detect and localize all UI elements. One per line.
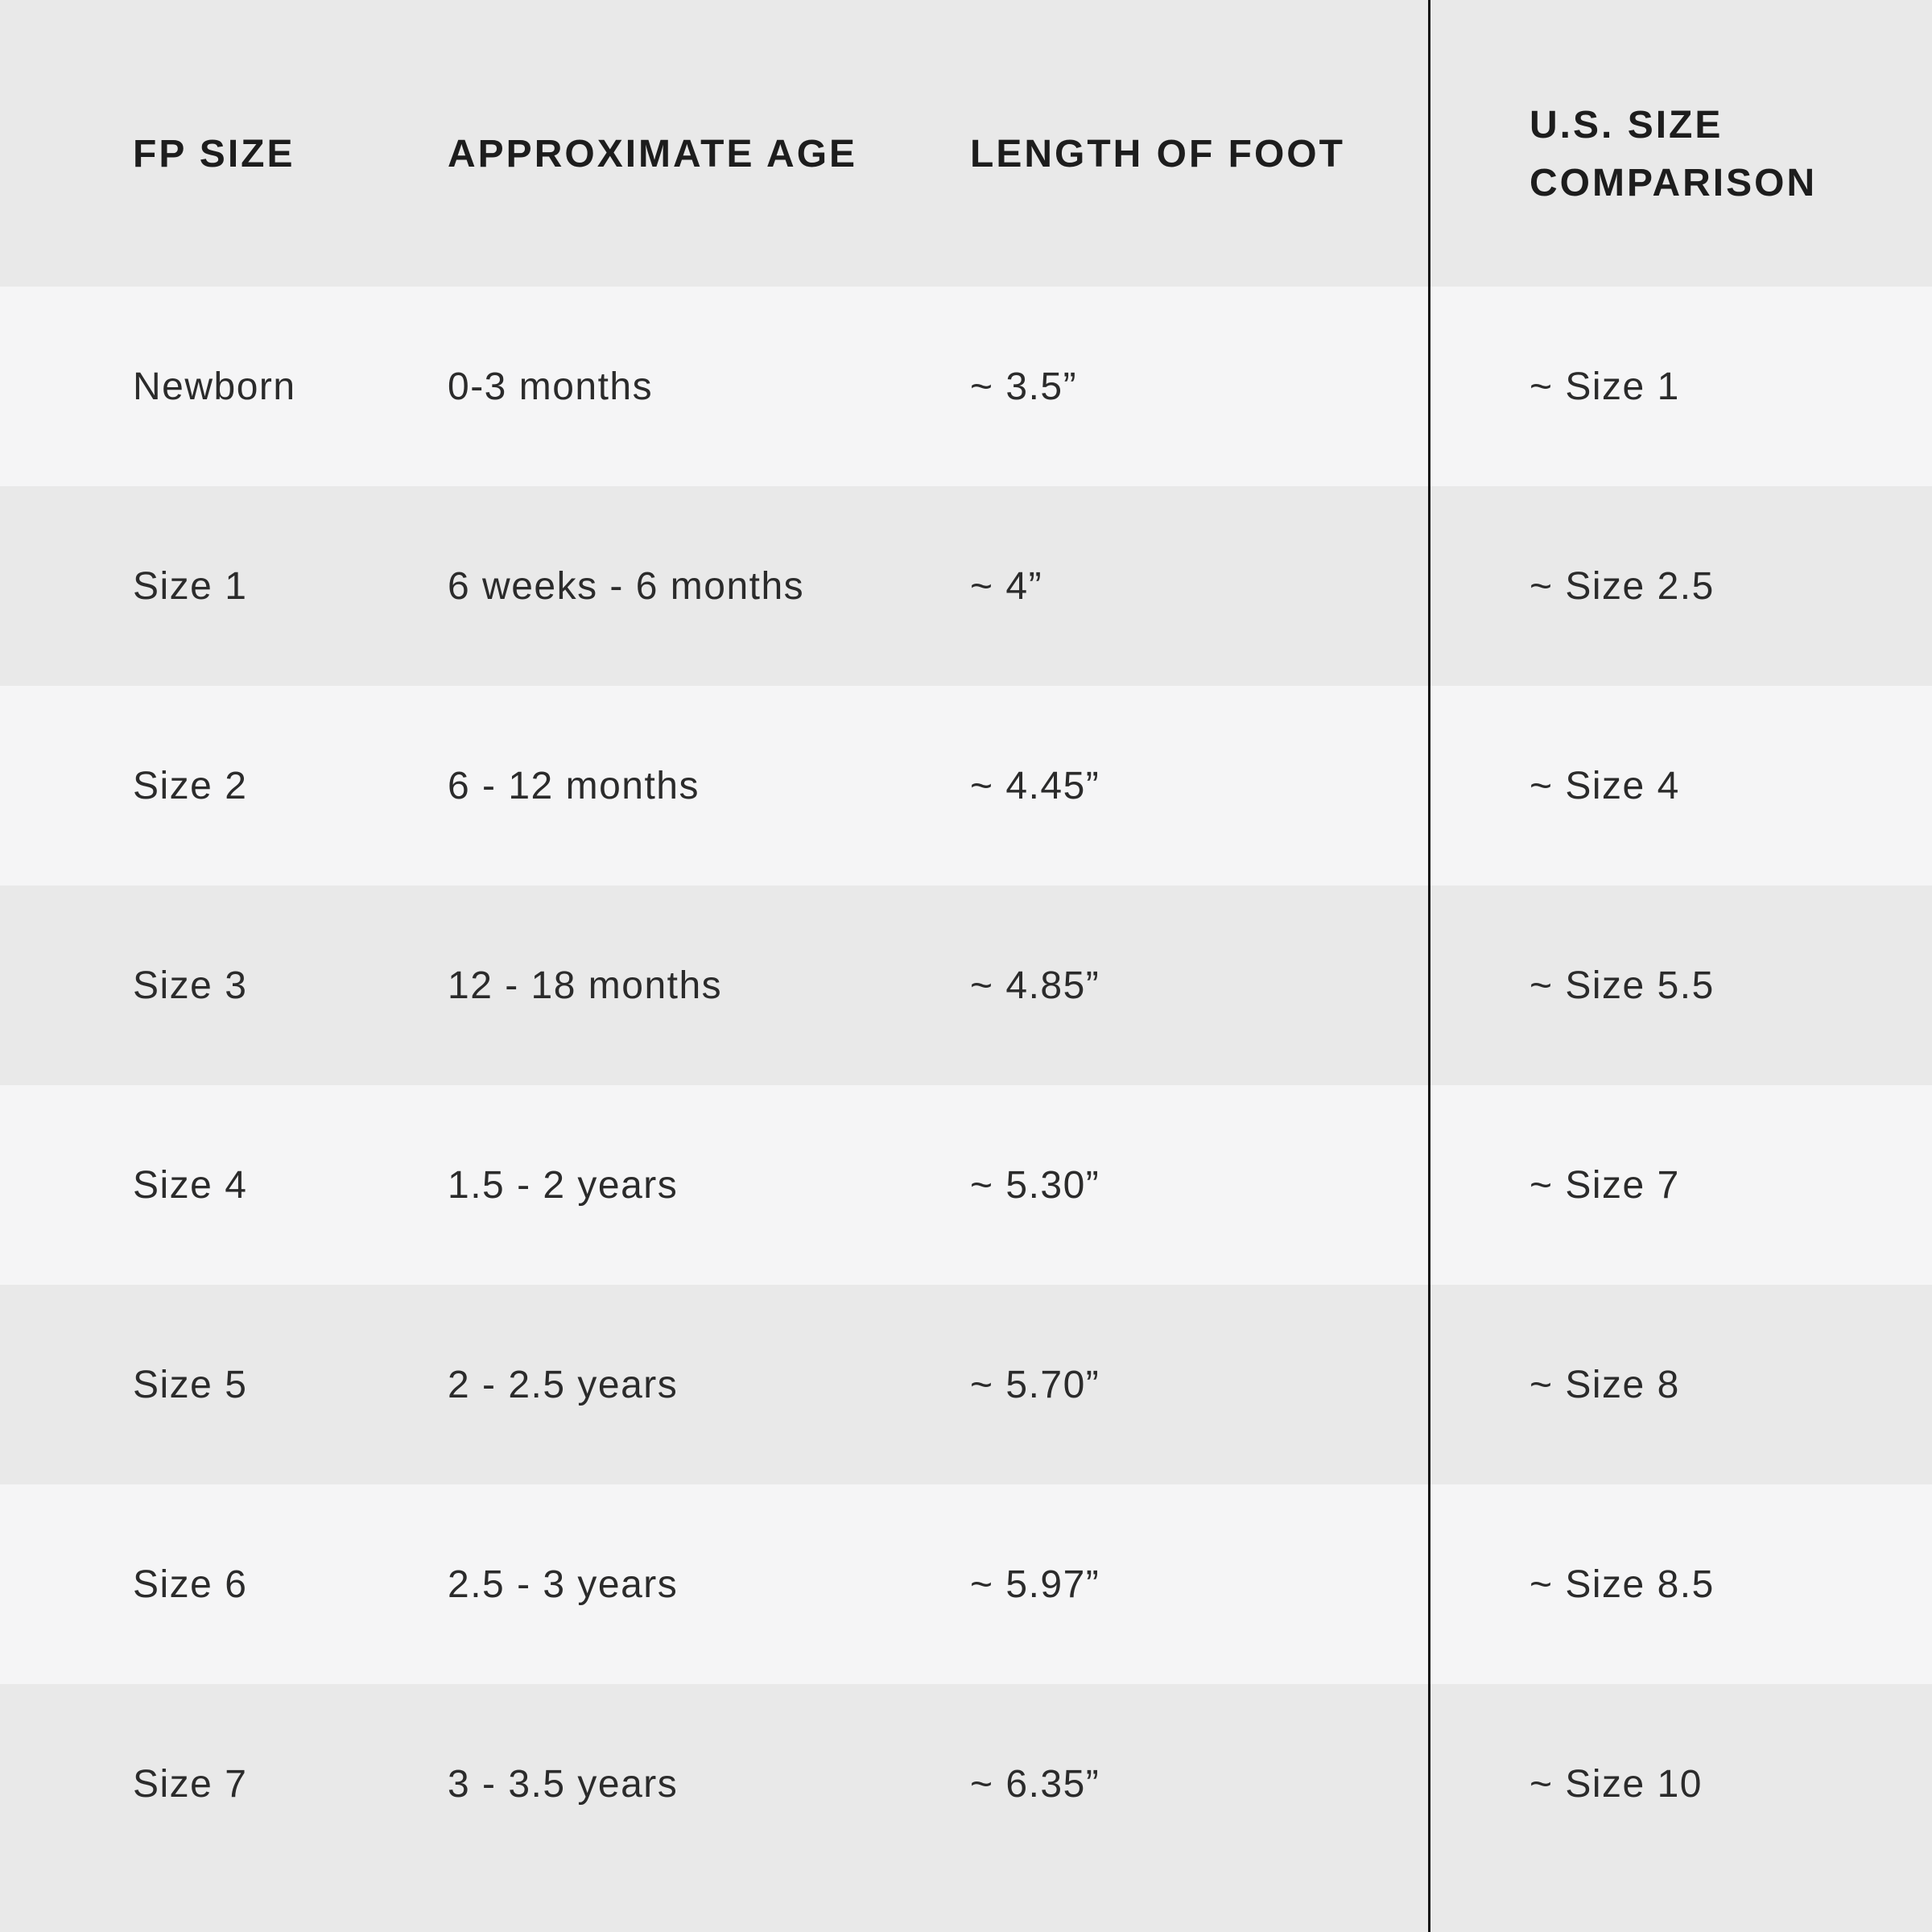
- table-row: [0, 686, 1932, 886]
- cell-length-of-foot: ~ 3.5”: [970, 365, 1078, 408]
- cell-us-size-comparison: ~ Size 8: [1530, 1363, 1680, 1406]
- cell-length-of-foot: ~ 5.30”: [970, 1163, 1100, 1207]
- table-row: [0, 486, 1932, 686]
- cell-approximate-age: 2 - 2.5 years: [448, 1363, 679, 1406]
- cell-us-size-comparison: ~ Size 1: [1530, 365, 1680, 408]
- cell-fp-size: Size 4: [133, 1163, 248, 1207]
- cell-length-of-foot: ~ 6.35”: [970, 1762, 1100, 1806]
- table-row: [0, 1684, 1932, 1932]
- table-row: [0, 1285, 1932, 1484]
- cell-us-size-comparison: ~ Size 8.5: [1530, 1563, 1715, 1606]
- cell-fp-size: Newborn: [133, 365, 296, 408]
- cell-us-size-comparison: ~ Size 2.5: [1530, 564, 1715, 608]
- cell-approximate-age: 2.5 - 3 years: [448, 1563, 679, 1606]
- table-header-row: [0, 0, 1932, 287]
- column-header-fp-size: FP SIZE: [133, 133, 295, 175]
- table-row: [0, 1484, 1932, 1684]
- table-row: [0, 1085, 1932, 1285]
- cell-approximate-age: 12 - 18 months: [448, 964, 723, 1007]
- cell-length-of-foot: ~ 5.70”: [970, 1363, 1100, 1406]
- column-header-length-of-foot: LENGTH OF FOOT: [970, 133, 1345, 175]
- cell-fp-size: Size 1: [133, 564, 248, 608]
- cell-length-of-foot: ~ 4.45”: [970, 764, 1100, 807]
- table-row: [0, 886, 1932, 1085]
- column-header-us-size-line1: U.S. SIZE: [1530, 104, 1724, 147]
- vertical-column-divider: [1428, 0, 1430, 1932]
- cell-approximate-age: 0-3 months: [448, 365, 654, 408]
- cell-fp-size: Size 7: [133, 1762, 248, 1806]
- column-header-approximate-age: APPROXIMATE AGE: [448, 133, 858, 175]
- cell-us-size-comparison: ~ Size 10: [1530, 1762, 1703, 1806]
- cell-length-of-foot: ~ 5.97”: [970, 1563, 1100, 1606]
- cell-fp-size: Size 6: [133, 1563, 248, 1606]
- cell-us-size-comparison: ~ Size 5.5: [1530, 964, 1715, 1007]
- cell-fp-size: Size 2: [133, 764, 248, 807]
- cell-fp-size: Size 3: [133, 964, 248, 1007]
- cell-us-size-comparison: ~ Size 7: [1530, 1163, 1680, 1207]
- column-header-us-size-line2: COMPARISON: [1530, 162, 1818, 204]
- table-row: [0, 287, 1932, 486]
- cell-length-of-foot: ~ 4”: [970, 564, 1043, 608]
- column-header-us-size-comparison: [1530, 97, 1932, 213]
- cell-approximate-age: 1.5 - 2 years: [448, 1163, 679, 1207]
- cell-approximate-age: 6 - 12 months: [448, 764, 700, 807]
- cell-approximate-age: 3 - 3.5 years: [448, 1762, 679, 1806]
- cell-fp-size: Size 5: [133, 1363, 248, 1406]
- cell-us-size-comparison: ~ Size 4: [1530, 764, 1680, 807]
- cell-approximate-age: 6 weeks - 6 months: [448, 564, 805, 608]
- cell-length-of-foot: ~ 4.85”: [970, 964, 1100, 1007]
